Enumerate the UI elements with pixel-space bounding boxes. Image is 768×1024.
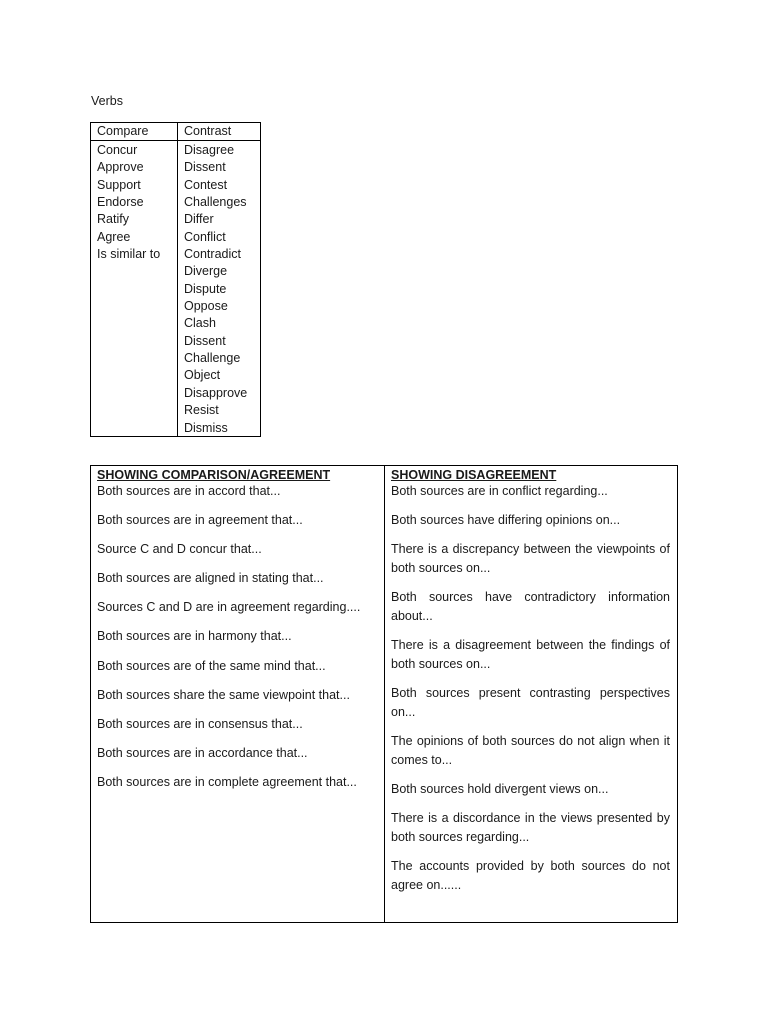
disagreement-phrase: The opinions of both sources do not align when it comes to...: [391, 734, 670, 767]
compare-verb: Is similar to: [97, 247, 161, 262]
phrases-table: [90, 465, 678, 923]
disagreement-phrase: There is a discordance in the views presented by both sources regarding...: [391, 811, 670, 844]
agreement-phrase: Both sources are in harmony that...: [97, 629, 292, 644]
contrast-verb: Differ: [184, 212, 214, 227]
agreement-phrase: Both sources are in complete agreement that...: [97, 774, 357, 789]
compare-verb: Endorse: [97, 195, 144, 210]
disagreement-phrase: Both sources have contradictory information about...: [391, 590, 670, 623]
agreement-phrase: Both sources are of the same mind that...: [97, 658, 326, 673]
contrast-verb: Diverge: [184, 264, 228, 279]
disagreement-column: [385, 466, 677, 922]
contrast-verb: Disapprove: [184, 385, 248, 400]
compare-column: [91, 123, 178, 436]
contrast-list: [178, 141, 260, 437]
compare-list: [91, 141, 177, 263]
agreement-phrase: Both sources are in consensus that...: [97, 716, 303, 731]
contrast-verb: Oppose: [184, 299, 228, 314]
disagreement-phrase: Both sources are in conflict regarding...: [391, 484, 608, 498]
agreement-header: SHOWING COMPARISON/AGREEMENT: [97, 468, 331, 482]
verbs-heading: Verbs: [91, 94, 123, 108]
disagreement-phrase: The accounts provided by both sources do not agree on......: [391, 859, 670, 892]
agreement-phrase: Source C and D concur that...: [97, 542, 262, 557]
disagreement-phrase: Both sources present contrasting perspectives on...: [391, 686, 670, 719]
compare-header: Compare: [91, 123, 177, 141]
agreement-list: [91, 482, 384, 791]
disagreement-phrase: Both sources hold divergent views on...: [391, 782, 609, 796]
verbs-table: [90, 122, 261, 437]
contrast-verb: Disagree: [184, 143, 235, 157]
contrast-verb: Clash: [184, 316, 216, 331]
contrast-verb: Conflict: [184, 229, 226, 244]
compare-verb: Support: [97, 177, 141, 192]
contrast-verb: Object: [184, 368, 221, 383]
agreement-phrase: Both sources are in accordance that...: [97, 745, 308, 760]
agreement-phrase: Both sources are in accord that...: [97, 484, 281, 498]
agreement-phrase: Both sources are aligned in stating that...: [97, 571, 324, 586]
disagreement-phrase: There is a discrepancy between the viewpoints of both sources on...: [391, 542, 670, 575]
contrast-verb: Challenge: [184, 351, 241, 366]
contrast-verb: Contest: [184, 177, 228, 192]
compare-verb: Concur: [97, 143, 138, 157]
contrast-header: Contrast: [178, 123, 260, 141]
contrast-verb: Dismiss: [184, 420, 228, 435]
disagreement-header: SHOWING DISAGREEMENT: [391, 468, 557, 482]
contrast-verb: Challenges: [184, 195, 247, 210]
agreement-phrase: Both sources are in agreement that...: [97, 513, 303, 528]
disagreement-phrase: There is a disagreement between the findings of both sources on...: [391, 638, 670, 671]
compare-verb: Ratify: [97, 212, 129, 227]
compare-verb: Agree: [97, 229, 131, 244]
disagreement-list: [385, 482, 677, 895]
agreement-column: [91, 466, 385, 922]
contrast-column: [178, 123, 260, 436]
contrast-verb: Contradict: [184, 247, 241, 262]
disagreement-phrase: Both sources have differing opinions on...: [391, 513, 621, 527]
agreement-phrase: Sources C and D are in agreement regarding....: [97, 600, 361, 615]
agreement-phrase: Both sources share the same viewpoint that...: [97, 687, 350, 702]
contrast-verb: Resist: [184, 403, 219, 418]
contrast-verb: Dispute: [184, 281, 227, 296]
contrast-verb: Dissent: [184, 333, 226, 348]
compare-verb: Approve: [97, 160, 144, 175]
contrast-verb: Dissent: [184, 160, 226, 175]
